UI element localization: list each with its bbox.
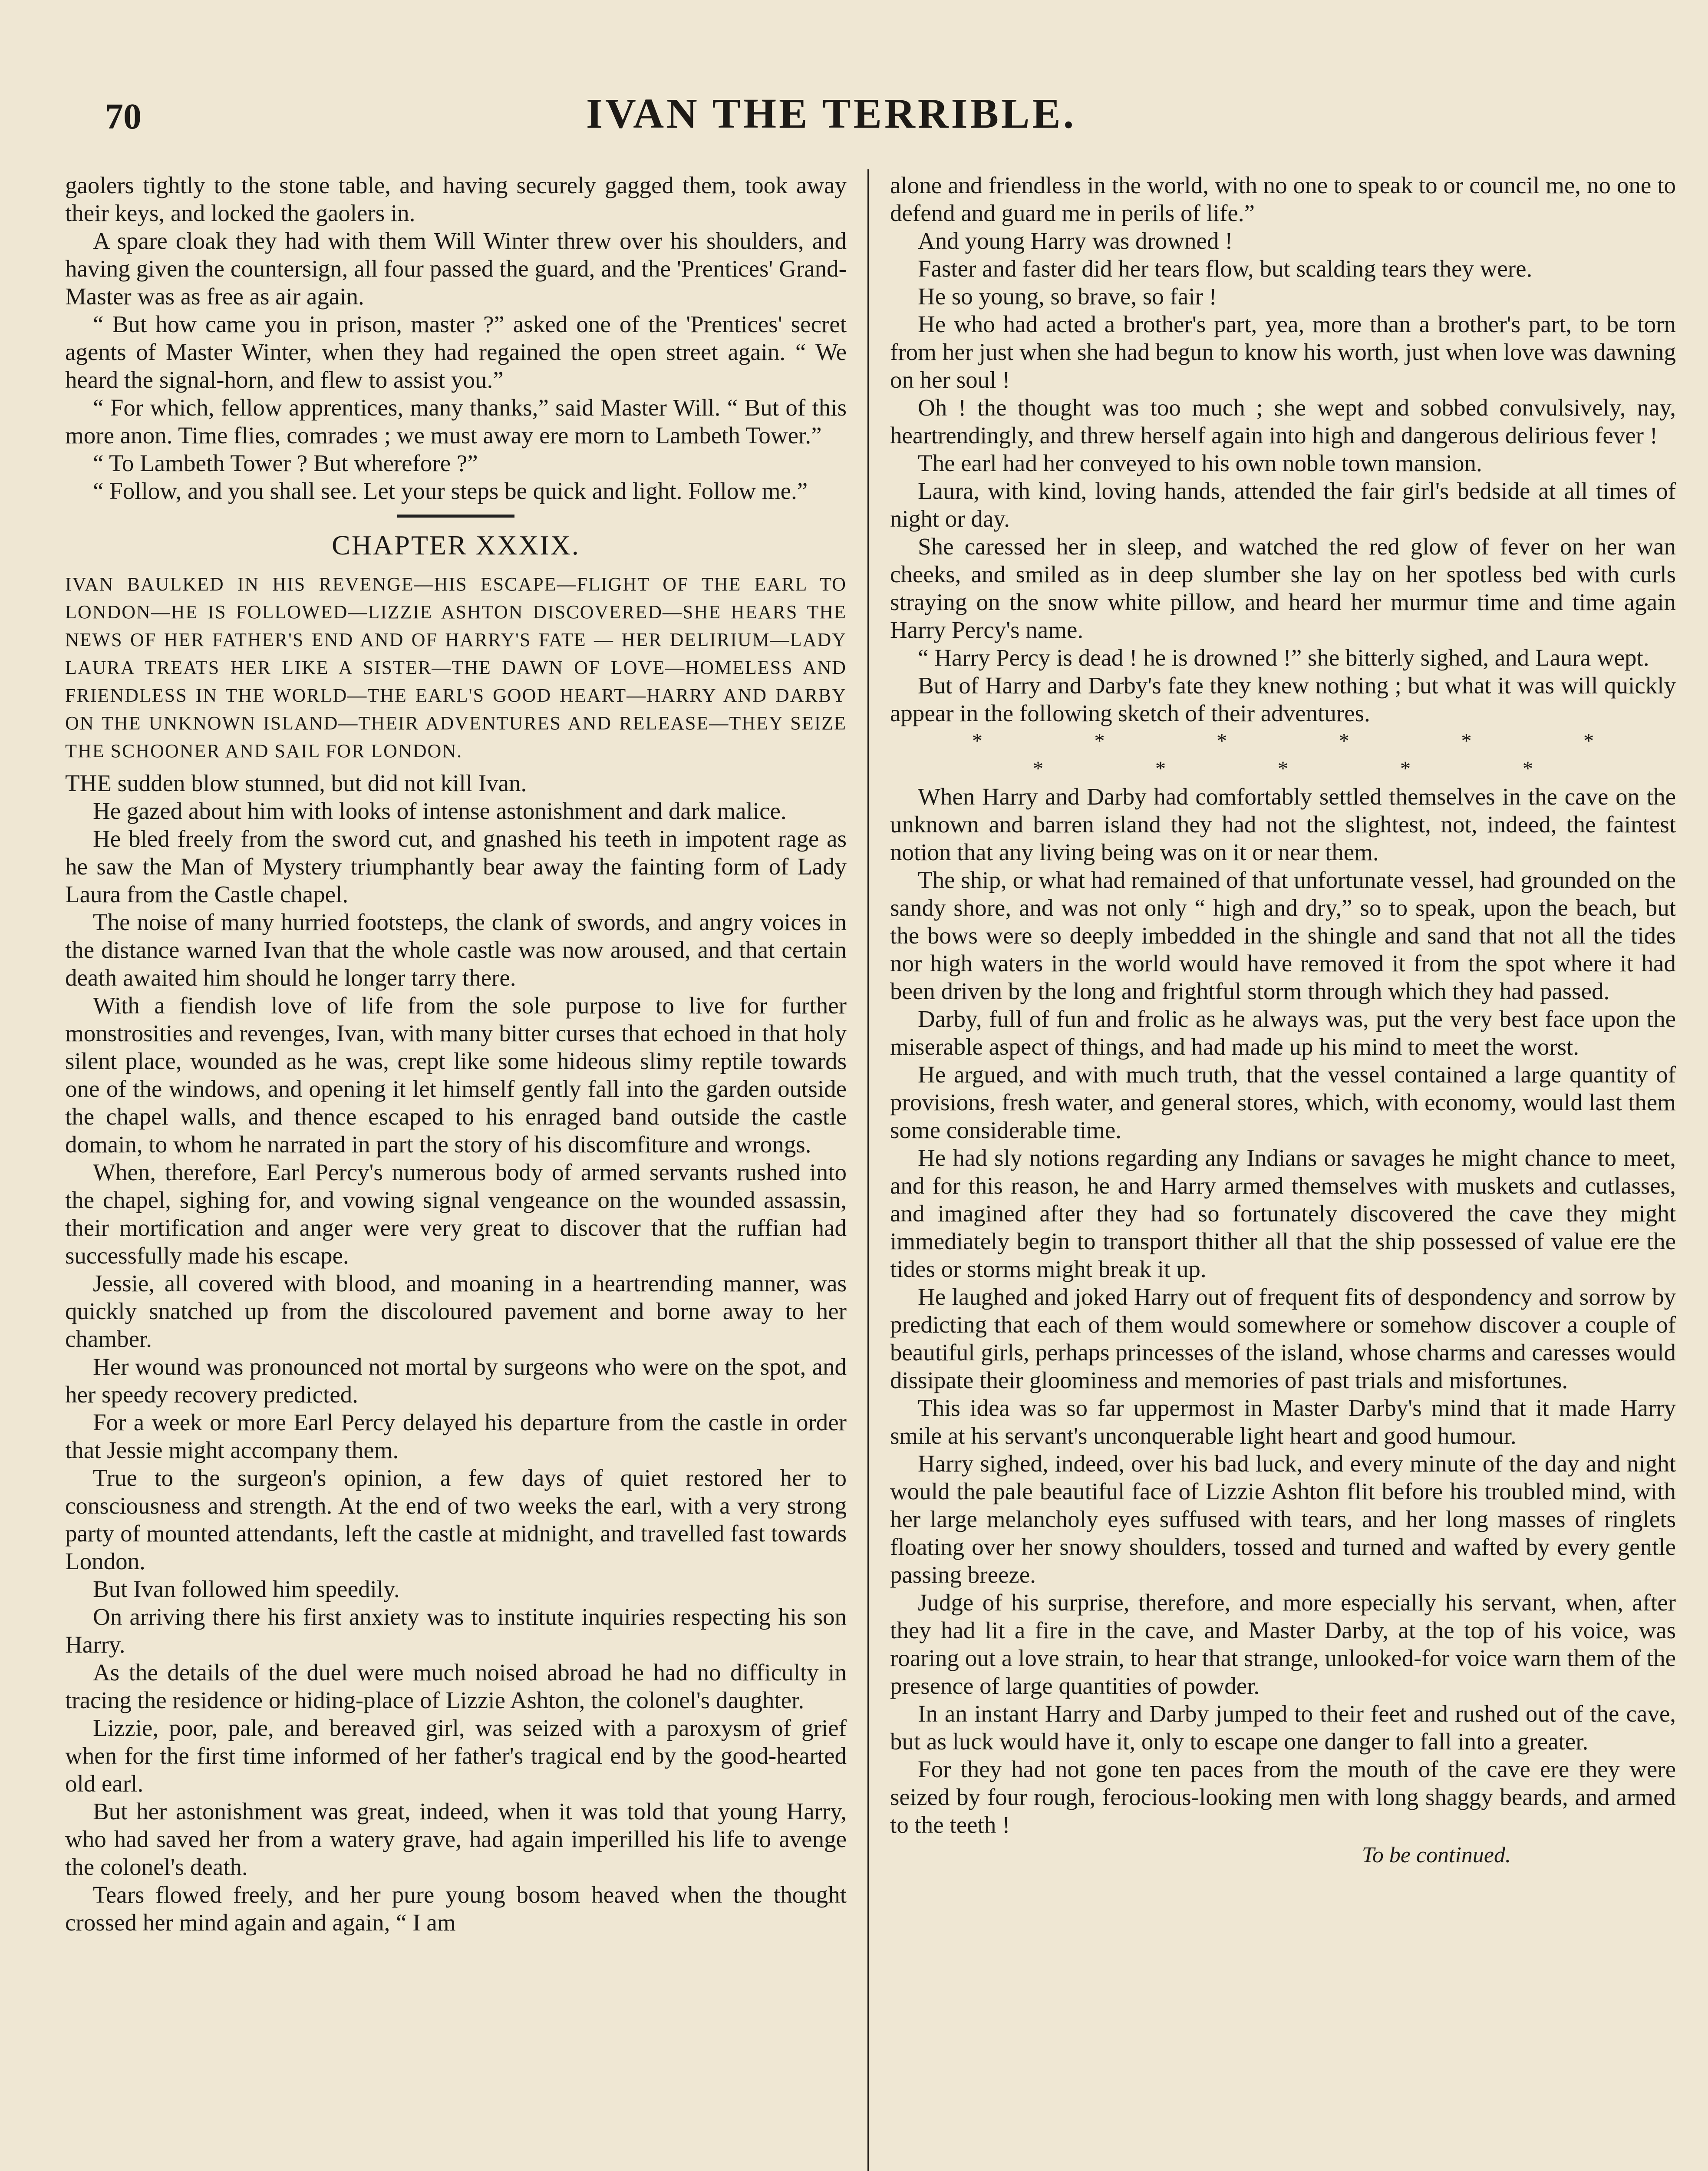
paragraph: alone and friendless in the world, with no one to speak to or council me, no one to defend and guard me in perils of life.” [890, 172, 1676, 226]
star-ornament: * [1033, 757, 1043, 780]
paragraph: He had sly notions regarding any Indians or savages he might chance to meet, and for this reason, he and Harry armed themselves with muskets and cutlasses, and imagined after they had so fortunately discovered the cave they might immediately begin to transport thither all that the ship possessed of value ere the tides or storms might break it up. [890, 1145, 1676, 1282]
paragraph: Her wound was pronounced not mortal by surgeons who were on the spot, and her speedy recovery predicted. [65, 1353, 847, 1408]
paragraph: Harry sighed, indeed, over his bad luck, and every minute of the day and night would the pale beautiful face of Lizzie Ashton flit before his troubled mind, with her large melancholy eyes suffused with tears, and her long masses of ringlets floating over her snowy shoulders, tossed and turned and wafted by every gentle passing breeze. [890, 1450, 1676, 1588]
page-header [65, 87, 1672, 148]
paragraph: For they had not gone ten paces from the mouth of the cave ere they were seized by four rough, ferocious-looking men with long shaggy beards, and armed to the teeth ! [890, 1756, 1676, 1838]
star-ornament: * [1217, 729, 1227, 752]
paragraph: For a week or more Earl Percy delayed his departure from the castle in order that Jessie might accompany them. [65, 1409, 847, 1463]
chapter-synopsis: IVAN BAULKED IN HIS REVENGE—HIS ESCAPE—FLIGHT OF THE EARL TO LONDON—HE IS FOLLOWED—LIZZIE ASHTON DISCOVERED—SHE HEARS THE NEWS OF HER FATHER'S END AND OF HARRY'S FATE — HER DELIRIUM—LADY LAURA TREATS HER LIKE A SISTER—THE DAWN OF LOVE—HOMELESS AND FRIENDLESS IN THE WORLD—THE EARL'S GOOD HEART—HARRY AND DARBY ON THE UNKNOWN ISLAND—THEIR ADVENTURES AND RELEASE—THEY SEIZE THE SCHOONER AND SAIL FOR LONDON. [65, 574, 847, 762]
running-title: IVAN THE TERRIBLE. [586, 90, 1077, 137]
right-column [890, 172, 1676, 2171]
paragraph: He who had acted a brother's part, yea, more than a brother's part, to be torn from her just when she had begun to know his worth, just when love was dawning on her soul ! [890, 311, 1676, 393]
paragraph: When Harry and Darby had comfortably settled themselves in the cave on the unknown and barren island they had not the slightest, not, indeed, the faintest notion that any living being was on it or near them. [890, 783, 1676, 865]
section-break-stars [890, 755, 1676, 783]
star-ornament: * [1094, 729, 1105, 752]
paragraph: As the details of the duel were much noised abroad he had no difficulty in tracing the residence or hiding-place of Lizzie Ashton, the colonel's daughter. [65, 1659, 847, 1713]
paragraph: With a fiendish love of life from the sole purpose to live for further monstrosities and revenges, Ivan, with many bitter curses that echoed in that holy silent place, wounded as he was, crept like some hideous slimy reptile towards one of the windows, and opening it let himself gently fall into the garden outside the chapel walls, and thence escaped to his enraged band outside the castle domain, to whom he narrated in part the story of his discomfiture and wrongs. [65, 992, 847, 1158]
paragraph: Jessie, all covered with blood, and moaning in a heartrending manner, was quickly snatched up from the discoloured pavement and borne away to her chamber. [65, 1270, 847, 1352]
paragraph: Darby, full of fun and frolic as he always was, put the very best face upon the miserable aspect of things, and had made up his mind to meet the worst. [890, 1006, 1676, 1060]
paragraph: “ Follow, and you shall see. Let your steps be quick and light. Follow me.” [93, 478, 808, 504]
paragraph: He argued, and with much truth, that the vessel contained a large quantity of provisions, fresh water, and general stores, which, with economy, would last them some considerable time. [890, 1061, 1676, 1143]
paragraph: On arriving there his first anxiety was to institute inquiries respecting his son Harry. [65, 1604, 847, 1658]
paragraph: He laughed and joked Harry out of frequent fits of despondency and sorrow by predicting that each of them would somewhere or somehow discover a couple of beautiful girls, perhaps princesses of the island, whose charms and caresses would dissipate their gloominess and memories of past trials and misfortunes. [890, 1283, 1676, 1393]
paragraph: And young Harry was drowned ! [918, 228, 1233, 254]
paragraph: When, therefore, Earl Percy's numerous body of armed servants rushed into the chapel, sighing for, and vowing signal vengeance on the wounded assassin, their mortification and anger were very great to discover that the ruffian had successfully made his escape. [65, 1159, 847, 1269]
paragraph: This idea was so far uppermost in Master Darby's mind that it made Harry smile at his servant's unconquerable light heart and good humour. [890, 1395, 1676, 1449]
paragraph: gaolers tightly to the stone table, and having securely gagged them, took away their keys, and locked the gaolers in. [65, 172, 847, 226]
paragraph: She caressed her in sleep, and watched the red glow of fever on her wan cheeks, and smiled as in deep slumber she lay on her spotless bed with curls straying on the snow white pillow, and heard her murmur time and time again Harry Percy's name. [890, 533, 1676, 643]
paragraph: “ But how came you in prison, master ?” asked one of the 'Prentices' secret agents of Master Winter, when they had regained the open street again. “ We heard the signal-horn, and flew to assist you.” [65, 311, 847, 393]
paragraph: Judge of his surprise, therefore, and more especially his servant, when, after they had lit a fire in the cave, and Master Darby, at the top of his voice, was roaring out a love strain, to hear that strange, unlooked-for voice warn them of the presence of large quantities of powder. [890, 1589, 1676, 1699]
star-ornament: * [1278, 757, 1288, 780]
left-column [65, 172, 847, 2171]
paragraph: A spare cloak they had with them Will Winter threw over his shoulders, and having given the countersign, all four passed the guard, and the 'Prentices' Grand-Master was as free as air again. [65, 228, 847, 310]
star-ornament: * [1400, 757, 1411, 780]
star-ornament: * [1339, 729, 1349, 752]
paragraph: But her astonishment was great, indeed, when it was told that young Harry, who had saved her from a watery grave, had again imperilled his life to avenge the colonel's death. [65, 1798, 847, 1880]
paragraph: In an instant Harry and Darby jumped to their feet and rushed out of the cave, but as luck would have it, only to escape one danger to fall into a greater. [890, 1700, 1676, 1755]
star-ornament: * [1155, 757, 1166, 780]
paragraph: The earl had her conveyed to his own noble town mansion. [918, 450, 1482, 476]
chapter-title: CHAPTER XXXIX. [332, 530, 580, 561]
paragraph: But Ivan followed him speedily. [93, 1576, 400, 1602]
star-ornament: * [1523, 757, 1533, 780]
paragraph: Oh ! the thought was too much ; she wept and sobbed convulsively, nay, heartrendingly, and threw herself again into high and dangerous delirious fever ! [890, 394, 1676, 449]
paragraph: He bled freely from the sword cut, and gnashed his teeth in impotent rage as he saw the Man of Mystery triumphantly bear away the fainting form of Lady Laura from the Castle chapel. [65, 825, 847, 907]
column-divider [867, 169, 869, 2171]
to-be-continued: To be continued. [1362, 1843, 1511, 1867]
paragraph: True to the surgeon's opinion, a few days of quiet restored her to consciousness and strength. At the end of two weeks the earl, with a very strong party of mounted attendants, left the castle at midnight, and travelled fast towards London. [65, 1465, 847, 1574]
paragraph: Lizzie, poor, pale, and bereaved girl, was seized with a paroxysm of grief when for the first time informed of her father's tragical end by the good-hearted old earl. [65, 1715, 847, 1797]
paragraph: He gazed about him with looks of intense astonishment and dark malice. [93, 798, 787, 824]
paragraph: Tears flowed freely, and her pure young bosom heaved when the thought crossed her mind again and again, “ I am [65, 1881, 847, 1936]
paragraph: “ Harry Percy is dead ! he is drowned !” she bitterly sighed, and Laura wept. [918, 644, 1649, 671]
paragraph: The ship, or what had remained of that unfortunate vessel, had grounded on the sandy shore, and was not only “ high and dry,” so to speak, upon the beach, but the bows were so deeply imbedded in the shingle and sand that not all the tides nor high waters in the world would have removed it from the spot where it had been driven by the long and frightful storm through which they had passed. [890, 867, 1676, 1004]
paragraph: THE sudden blow stunned, but did not kill Ivan. [65, 770, 527, 796]
star-ornament: * [972, 729, 983, 752]
paragraph: Laura, with kind, loving hands, attended the fair girl's bedside at all times of night or day. [890, 478, 1676, 532]
paragraph: Faster and faster did her tears flow, but scalding tears they were. [918, 255, 1533, 282]
section-break-stars [890, 727, 1676, 755]
paragraph: But of Harry and Darby's fate they knew nothing ; but what it was will quickly appear in the following sketch of their adventures. [890, 672, 1676, 726]
paragraph: “ For which, fellow apprentices, many thanks,” said Master Will. “ But of this more anon. Time flies, comrades ; we must away ere morn to Lambeth Tower.” [65, 394, 847, 449]
paragraph: The noise of many hurried footsteps, the clank of swords, and angry voices in the distance warned Ivan that the whole castle was now aroused, and that certain death awaited him should he longer tarry there. [65, 909, 847, 991]
page-number: 70 [105, 96, 142, 137]
chapter-separator [397, 515, 514, 518]
paragraph: “ To Lambeth Tower ? But wherefore ?” [93, 450, 478, 476]
paragraph: He so young, so brave, so fair ! [918, 283, 1217, 310]
star-ornament: * [1583, 729, 1594, 752]
star-ornament: * [1461, 729, 1472, 752]
